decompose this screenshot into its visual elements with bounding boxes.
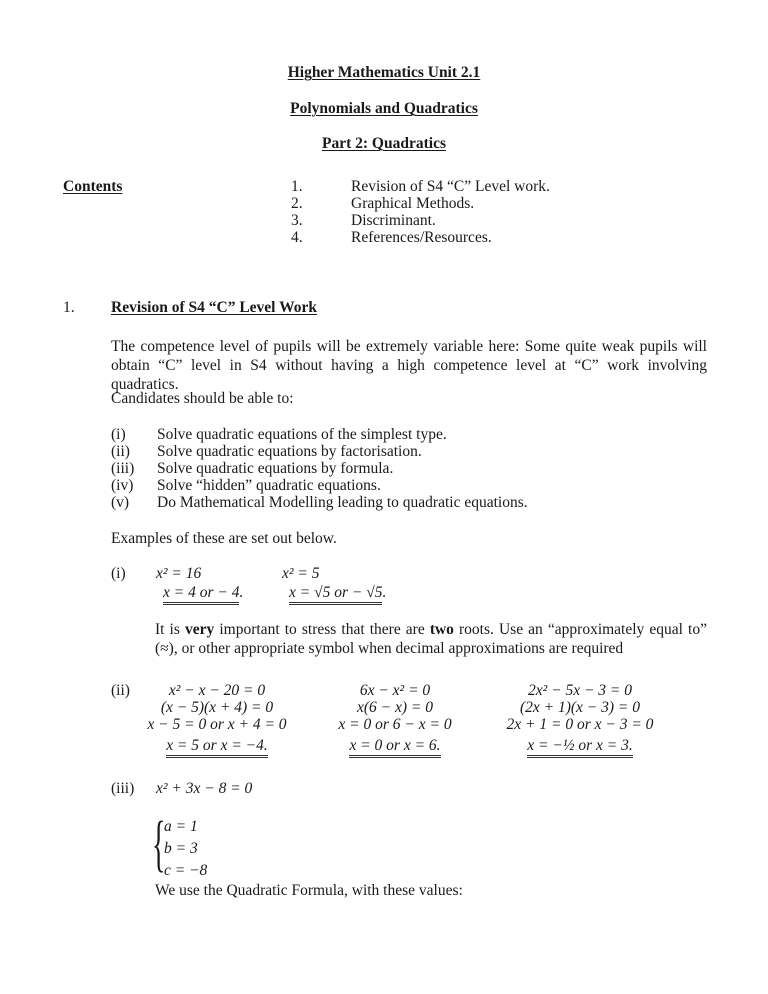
contents-item: Graphical Methods. [351, 195, 475, 212]
contents-num: 2. [291, 195, 303, 212]
document-title: Higher Mathematics Unit 2.1 [287, 64, 481, 81]
solution-text: x = 4 or − 4 [163, 584, 239, 605]
coefficient: c = −8 [164, 862, 208, 879]
solution-text: x = √5 or − √5 [289, 584, 382, 605]
note-text: important to stress that there are [214, 621, 430, 638]
coefficient: a = 1 [164, 818, 198, 835]
note-emphasis: two [429, 621, 454, 638]
skill-item: Solve quadratic equations by factorisation. [157, 443, 422, 460]
skill-num: (i) [111, 426, 126, 443]
contents-item: Discriminant. [351, 212, 436, 229]
section-number: 1. [63, 299, 75, 316]
skill-num: (v) [111, 494, 130, 511]
solution [490, 737, 670, 755]
skill-num: (ii) [111, 443, 130, 460]
example-label: (ii) [111, 682, 130, 699]
contents-num: 1. [291, 178, 303, 195]
note-paragraph [155, 620, 707, 658]
contents-num: 3. [291, 212, 303, 229]
equation: x² + 3x − 8 = 0 [156, 780, 253, 797]
skill-item: Solve “hidden” quadratic equations. [157, 477, 381, 494]
example-label: (i) [111, 565, 126, 582]
equation-step: x² − x − 20 = 0 [168, 682, 266, 699]
left-brace-icon: { [152, 810, 166, 878]
note-text: roots. Use an “approximately equal to” (≈), or other appropriate symbol when decimal approximations are required [155, 621, 707, 657]
skill-num: (iv) [111, 477, 134, 494]
section-heading: Revision of S4 “C” Level Work [111, 299, 317, 316]
equation-step: 6x − x² = 0 [359, 682, 431, 699]
solution [310, 737, 480, 755]
coefficient: b = 3 [164, 840, 198, 857]
equation-step: x − 5 = 0 or x + 4 = 0 [147, 716, 287, 733]
equation-step: x = 0 or 6 − x = 0 [338, 716, 452, 733]
solution [132, 737, 302, 755]
contents-item: References/Resources. [351, 229, 492, 246]
equation-step: 2x² − 5x − 3 = 0 [527, 682, 633, 699]
contents-num: 4. [291, 229, 303, 246]
solution-text: x = 5 or x = −4. [166, 737, 268, 758]
contents-item: Revision of S4 “C” Level work. [351, 178, 550, 195]
formula-text: We use the Quadratic Formula, with these values: [155, 882, 463, 899]
equation: x² = 16 [156, 565, 202, 582]
skill-item: Do Mathematical Modelling leading to quadratic equations. [157, 494, 528, 511]
skill-num: (iii) [111, 460, 135, 477]
equation: x² = 5 [282, 565, 320, 582]
note-emphasis: very [185, 621, 215, 638]
solution-text: x = 0 or x = 6. [349, 737, 440, 758]
equation-step: (x − 5)(x + 4) = 0 [160, 699, 274, 716]
solution-text: x = −½ or x = 3. [527, 737, 632, 758]
example-label: (iii) [111, 780, 135, 797]
skill-item: Solve quadratic equations of the simplest type. [157, 426, 447, 443]
skill-item: Solve quadratic equations by formula. [157, 460, 394, 477]
document-subtitle: Polynomials and Quadratics [290, 100, 478, 117]
note-text: It is [155, 621, 185, 638]
equation-step: x(6 − x) = 0 [356, 699, 433, 716]
equation-step: (2x + 1)(x − 3) = 0 [519, 699, 641, 716]
equation-step: 2x + 1 = 0 or x − 3 = 0 [506, 716, 654, 733]
solution: x = √5 or − √5. [289, 584, 386, 602]
part-title: Part 2: Quadratics [322, 135, 446, 152]
examples-intro: Examples of these are set out below. [111, 530, 337, 547]
candidates-text: Candidates should be able to: [111, 390, 294, 407]
solution: x = 4 or − 4. [163, 584, 243, 602]
intro-paragraph: The competence level of pupils will be extremely variable here: Some quite weak pupils will obtain “C” level in S4 without having a high competence level at “C” work involving quadratics. [111, 338, 707, 393]
contents-label: Contents [63, 178, 123, 195]
